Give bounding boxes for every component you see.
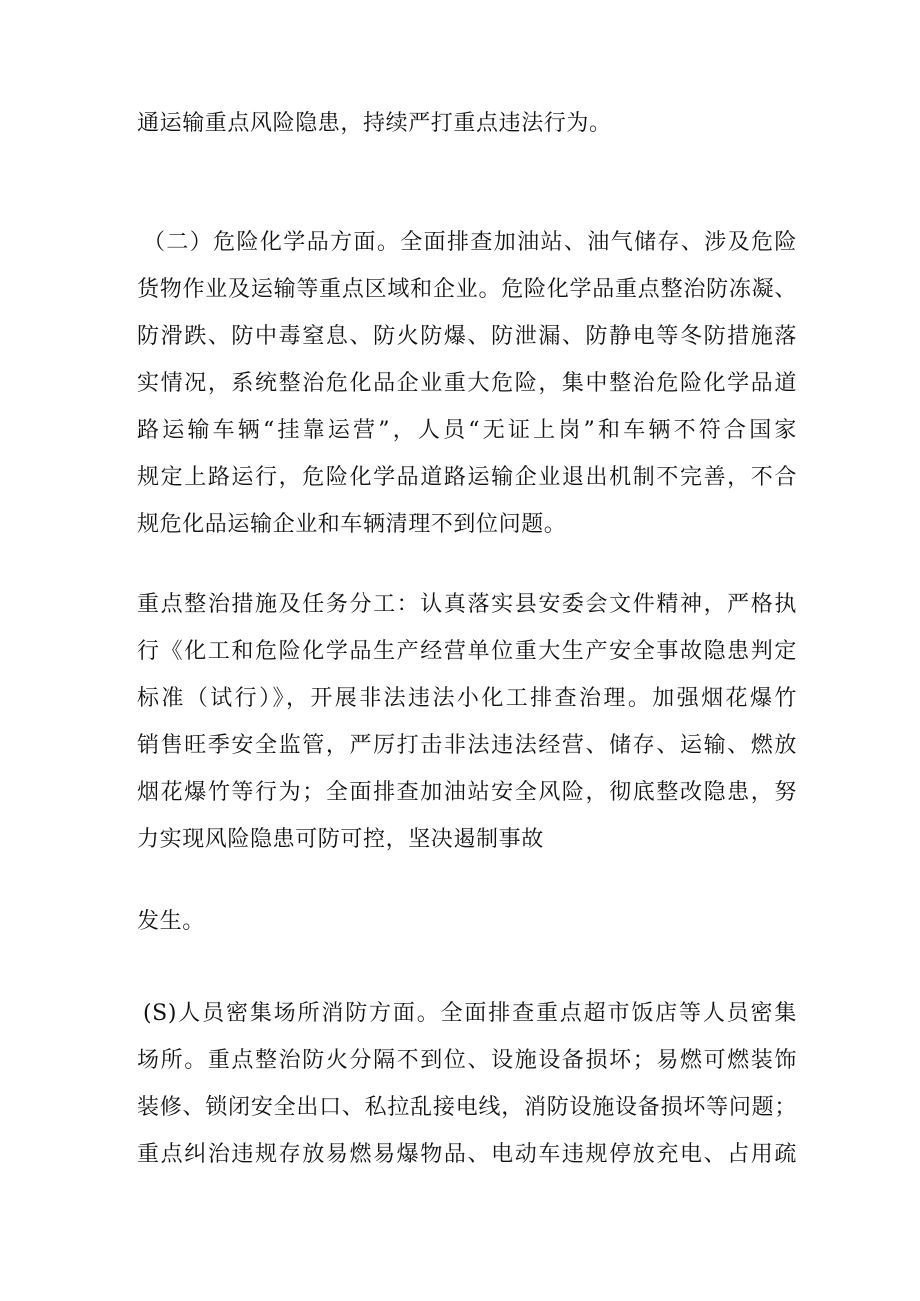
paragraph-3-line-2: 行《化工和危险化学品生产经营单位重大生产安全事故隐患判定 xyxy=(137,639,797,664)
paragraph-2-line-6: 规定上路运行，危险化学品道路运输企业退出机制不完善，不合 xyxy=(137,465,797,490)
paragraph-5-line-4: 重点纠治违规存放易燃易爆物品、电动车违规停放充电、占用疏 xyxy=(137,1142,797,1167)
paragraph-2-line-2: 货物作业及运输等重点区域和企业。危险化学品重点整治防冻凝、 xyxy=(137,277,797,302)
paragraph-2-line-7: 规危化品运输企业和车辆清理不到位问题。 xyxy=(137,512,567,537)
paragraph-3-line-3: 标准（试行）》，开展非法违法小化工排查治理。加强烟花爆竹 xyxy=(137,686,797,711)
paragraph-5-line-1: (S)人员密集场所消防方面。全面排查重点超市饭店等人员密集 xyxy=(143,1001,797,1026)
paragraph-3-line-4: 销售旺季安全监管，严厉打击非法违法经营、储存、运输、燃放 xyxy=(137,733,797,758)
paragraph-3-line-5: 烟花爆竹等行为；全面排查加油站安全风险，彻底整改隐患，努 xyxy=(137,780,797,805)
paragraph-2-line-5: 路运输车辆“挂靠运营”，人员“无证上岗”和车辆不符合国家 xyxy=(137,418,797,443)
paragraph-3-line-6: 力实现风险隐患可防可控，坚决遏制事故 xyxy=(137,827,544,852)
paragraph-2-line-3: 防滑跌、防中毒窒息、防火防爆、防泄漏、防静电等冬防措施落 xyxy=(137,324,797,349)
paragraph-2-line-1: （二）危险化学品方面。全面排查加油站、油气储存、涉及危险 xyxy=(143,230,797,255)
paragraph-4-line-1: 发生。 xyxy=(137,909,205,934)
paragraph-5-line-3: 装修、锁闭安全出口、私拉乱接电线，消防设施设备损坏等问题； xyxy=(137,1095,797,1120)
paragraph-5-line-2: 场所。重点整治防火分隔不到位、设施设备损坏；易燃可燃装饰 xyxy=(137,1048,797,1073)
paragraph-3-line-1: 重点整治措施及任务分工：认真落实县安委会文件精神，严格执 xyxy=(137,592,797,617)
paragraph-1-line-1: 通运输重点风险隐患，持续严打重点违法行为。 xyxy=(137,111,612,136)
paragraph-2-line-4: 实情况，系统整治危化品企业重大危险，集中整治危险化学品道 xyxy=(137,371,797,396)
